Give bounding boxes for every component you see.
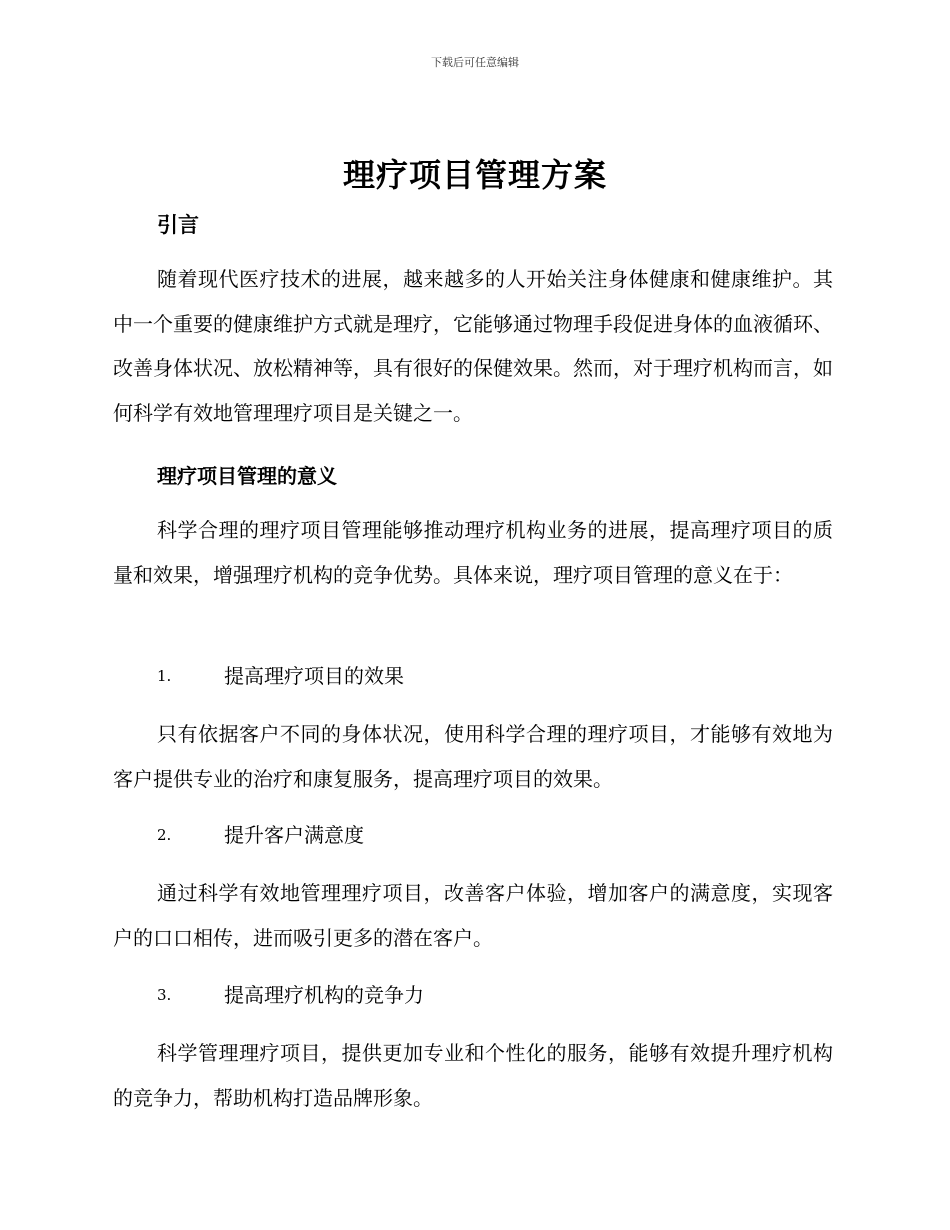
list-item-label: 提高理疗项目的效果	[224, 664, 404, 688]
list-item-number: 3.	[157, 986, 172, 1004]
header-note: 下载后可任意编辑	[431, 56, 519, 69]
list-item-label: 提升客户满意度	[224, 823, 364, 847]
list-item-1-paragraph: 只有依据客户不同的身体状况，使用科学合理的理疗项目，才能够有效地为客户提供专业的治疗和康复服务，提高理疗项目的效果。	[113, 722, 833, 791]
list-item-3-paragraph: 科学管理理疗项目，提供更加专业和个性化的服务，能够有效提升理疗机构的竞争力，帮助机构打造品牌形象。	[113, 1041, 833, 1110]
document-title: 理疗项目管理方案	[342, 156, 607, 194]
list-item-label: 提高理疗机构的竞争力	[224, 983, 424, 1007]
intro-paragraph: 随着现代医疗技术的进展，越来越多的人开始关注身体健康和健康维护。其中一个重要的健康维护方式就是理疗，它能够通过物理手段促进身体的血液循环、改善身体状况、放松精神等，具有很好的保健效果。然而，对于理疗机构而言，如何科学有效地管理理疗项目是关键之一。	[113, 267, 833, 425]
list-item-number: 2.	[157, 826, 172, 844]
meaning-paragraph: 科学合理的理疗项目管理能够推动理疗机构业务的进展，提高理疗项目的质量和效果，增强理疗机构的竞争优势。具体来说，理疗项目管理的意义在于：	[113, 518, 833, 587]
list-item-2-paragraph: 通过科学有效地管理理疗项目，改善客户体验，增加客户的满意度，实现客户的口口相传，进而吸引更多的潜在客户。	[113, 881, 833, 950]
list-item-number: 1.	[157, 667, 172, 685]
section-heading-intro: 引言	[157, 213, 199, 237]
section-heading-meaning: 理疗项目管理的意义	[157, 464, 337, 488]
